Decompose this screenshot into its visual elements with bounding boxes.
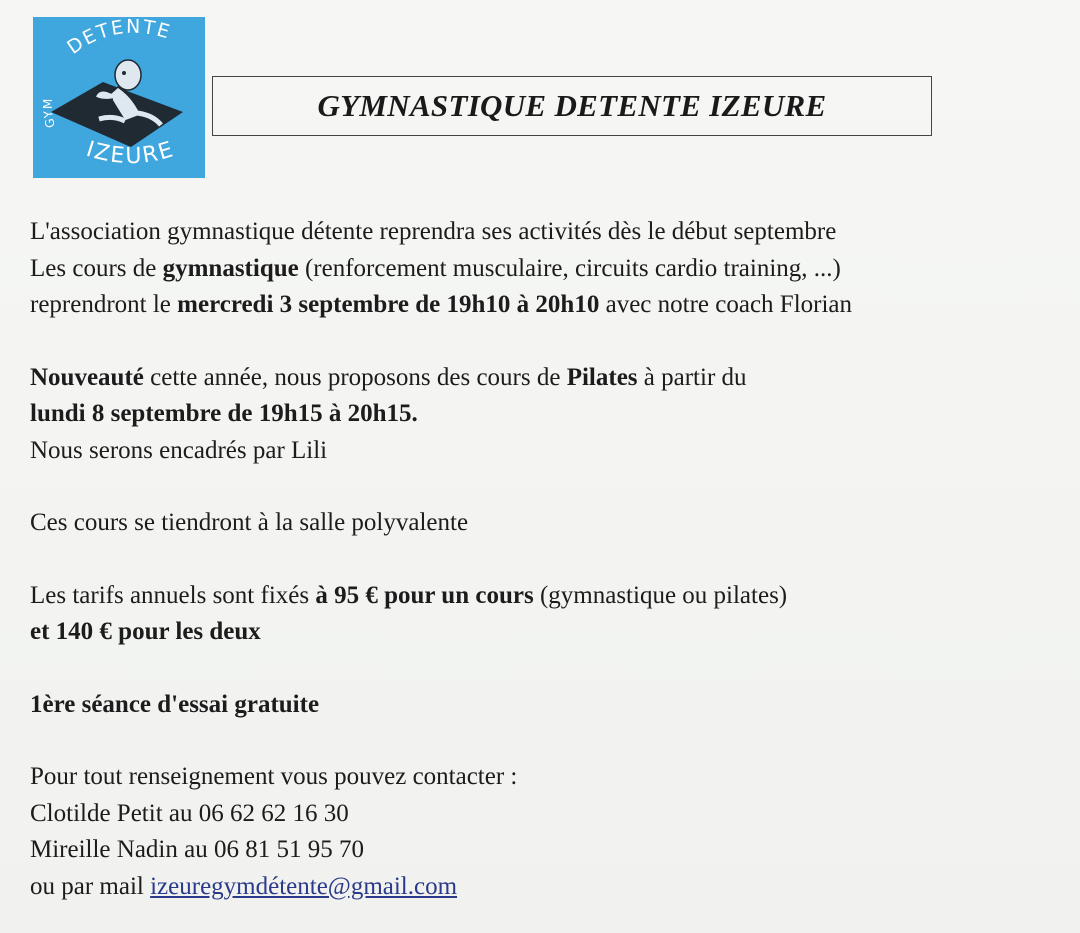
pilates-line-3: [30, 433, 1075, 470]
logo-bottom-text: IZEURE: [83, 136, 178, 170]
price-line-1: [30, 578, 1075, 615]
intro-gym-bold: gymnastique: [162, 254, 299, 282]
contact-mail-prefix: ou par mail: [30, 872, 151, 900]
intro-text-a: Les cours de: [30, 254, 163, 282]
pilates-line-2: [30, 396, 1075, 433]
pilates-bold: Pilates: [566, 363, 638, 391]
trial-bold: 1ère séance d'essai gratuite: [30, 690, 320, 718]
intro-text: L'association gymnastique détente reprendra ses activités dès le début septembre: [30, 218, 837, 245]
gym-figure-icon: [33, 17, 205, 178]
intro-resume-a: reprendront le: [30, 291, 178, 318]
intro-resume-c: avec notre coach Florian: [599, 291, 853, 318]
pilates-text-b: cette année, nous proposons des cours de: [143, 363, 567, 391]
price-line-2: [30, 614, 1075, 651]
price-text-a: Les tarifs annuels sont fixés: [30, 581, 316, 609]
title-box: [212, 76, 932, 136]
trial-line: [30, 687, 1075, 724]
intro-line-1: [30, 214, 1075, 251]
svg-text:DETENTE: [63, 17, 174, 59]
contact-intro-text: Pour tout renseignement vous pouvez contacter :: [30, 763, 518, 790]
contact-mail-line: [30, 869, 1075, 906]
contact-intro: [30, 759, 1075, 796]
contact-person-2: [30, 832, 1075, 869]
new-bold: Nouveauté: [30, 363, 144, 391]
pilates-line-1: [30, 360, 1075, 397]
logo-top-text: DETENTE: [63, 17, 174, 59]
price-text-c: (gymnastique ou pilates): [533, 581, 788, 609]
contact-person-1: [30, 796, 1075, 833]
price-one-bold: à 95 € pour un cours: [315, 581, 534, 609]
intro-line-3: [30, 287, 1075, 324]
club-logo: [33, 17, 205, 178]
location-text: Ces cours se tiendront à la salle polyvalente: [30, 509, 469, 536]
contact-person-2-text: Mireille Nadin au 06 81 51 95 70: [30, 836, 364, 863]
logo-side-text: GYM: [40, 97, 58, 130]
intro-text-c: (renforcement musculaire, circuits cardio training, ...): [298, 254, 841, 282]
page-title: GYMNASTIQUE DETENTE IZEURE: [317, 88, 827, 123]
intro-line-2: [30, 251, 1075, 288]
document-body: [30, 214, 1075, 905]
contact-person-1-text: Clotilde Petit au 06 62 62 16 30: [30, 799, 349, 827]
pilates-text-d: à partir du: [637, 363, 747, 391]
price-two-bold: et 140 € pour les deux: [30, 618, 261, 645]
email-link[interactable]: izeuregymdétente@gmail.com: [150, 872, 458, 900]
location-line: [30, 505, 1075, 542]
gym-schedule-bold: mercredi 3 septembre de 19h10 à 20h10: [177, 291, 600, 318]
pilates-schedule-bold: lundi 8 septembre de 19h15 à 20h15.: [30, 400, 418, 427]
pilates-coach: Nous serons encadrés par Lili: [30, 436, 328, 464]
